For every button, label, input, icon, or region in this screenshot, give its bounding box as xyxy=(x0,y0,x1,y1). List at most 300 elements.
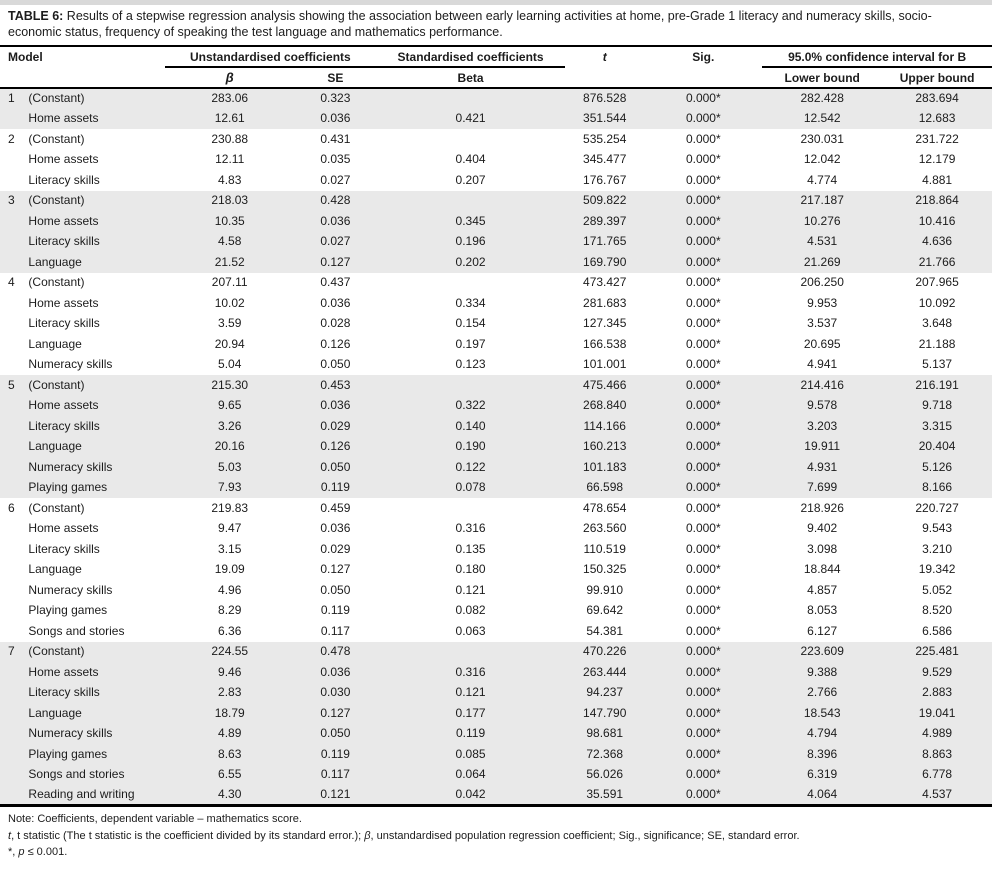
b-value: 6.36 xyxy=(218,623,242,638)
predictor-label: Numeracy skills xyxy=(28,582,113,597)
upper-bound-value: 12.179 xyxy=(918,152,956,167)
t-value: 473.427 xyxy=(583,275,627,290)
std-beta-value: 0.177 xyxy=(455,705,486,720)
model-number xyxy=(0,539,26,560)
se-value: 0.126 xyxy=(320,336,351,351)
se-value: 0.428 xyxy=(320,193,351,208)
upper-bound-value: 6.778 xyxy=(922,767,953,782)
table-row xyxy=(0,457,992,478)
b-value: 3.15 xyxy=(218,541,242,556)
upper-bound-value: 225.481 xyxy=(915,644,959,659)
se-value: 0.119 xyxy=(320,746,350,761)
sig-value: 0.000* xyxy=(685,767,721,782)
table-row xyxy=(0,109,992,130)
sig-value: 0.000* xyxy=(685,603,721,618)
std-beta-value: 0.078 xyxy=(455,480,486,495)
sig-value: 0.000* xyxy=(685,316,721,331)
se-value: 0.126 xyxy=(320,439,351,454)
sig-value: 0.000* xyxy=(685,91,721,106)
std-beta-value: 0.197 xyxy=(455,336,486,351)
table-row xyxy=(0,293,992,314)
predictor-label: Literacy skills xyxy=(28,316,100,331)
predictor-label: Reading and writing xyxy=(28,787,135,801)
sig-value: 0.000* xyxy=(685,131,721,146)
std-beta-value: 0.196 xyxy=(455,234,486,249)
footnote-text: ≤ 0.001. xyxy=(24,846,68,858)
table-row xyxy=(0,539,992,560)
b-value: 19.09 xyxy=(214,562,245,577)
se-value: 0.027 xyxy=(320,234,351,249)
predictor-label: Home assets xyxy=(28,295,99,310)
b-value: 4.30 xyxy=(218,787,242,801)
se-value: 0.127 xyxy=(320,705,351,720)
std-beta-value: 0.140 xyxy=(455,418,486,433)
footnote-text: Note: Coefficients, dependent variable – mathematics score. xyxy=(8,813,302,825)
table-caption xyxy=(8,9,984,40)
predictor-label: Language xyxy=(28,336,82,351)
predictor-label: (Constant) xyxy=(28,377,85,392)
sig-value: 0.000* xyxy=(685,439,721,454)
b-value: 215.30 xyxy=(211,377,249,392)
lower-bound-value: 4.064 xyxy=(807,787,838,801)
upper-bound-value: 216.191 xyxy=(915,377,959,392)
table-caption-block xyxy=(0,5,992,47)
table-row xyxy=(0,642,992,663)
b-value: 6.55 xyxy=(218,767,242,782)
t-value: 268.840 xyxy=(583,398,627,413)
upper-bound-value: 283.694 xyxy=(915,91,959,106)
std-beta-value: 0.190 xyxy=(455,439,486,454)
col-header-confidence-interval-group: 95.0% confidence interval for B xyxy=(762,47,992,67)
table-row xyxy=(0,724,992,745)
t-value: 72.368 xyxy=(586,746,624,761)
se-value: 0.121 xyxy=(320,787,351,801)
footnote-text: p xyxy=(18,846,25,858)
sig-value: 0.000* xyxy=(685,213,721,228)
b-value: 8.63 xyxy=(218,746,242,761)
b-value: 4.96 xyxy=(218,582,242,597)
b-value: 20.16 xyxy=(214,439,245,454)
std-beta-value: 0.202 xyxy=(455,254,486,269)
header-row-groups xyxy=(0,47,992,67)
upper-bound-value: 5.137 xyxy=(922,357,953,372)
t-value: 289.397 xyxy=(583,213,627,228)
model-number xyxy=(0,478,26,499)
t-value: 35.591 xyxy=(586,787,624,801)
t-value: 171.765 xyxy=(583,234,627,249)
upper-bound-value: 21.188 xyxy=(918,336,956,351)
t-value: 176.767 xyxy=(583,172,627,187)
se-value: 0.030 xyxy=(320,685,351,700)
table-row xyxy=(0,560,992,581)
col-header-upper-bound: Upper bound xyxy=(899,71,975,85)
lower-bound-value: 214.416 xyxy=(800,377,844,392)
col-header-unstandardised-group: Unstandardised coefficients xyxy=(165,47,376,67)
b-value: 8.29 xyxy=(218,603,242,618)
table-body xyxy=(0,88,992,806)
t-value: 147.790 xyxy=(583,705,627,720)
upper-bound-value: 19.342 xyxy=(918,562,956,577)
std-beta-value: 0.042 xyxy=(455,787,486,801)
sig-value: 0.000* xyxy=(685,193,721,208)
lower-bound-value: 2.766 xyxy=(807,685,838,700)
model-number xyxy=(0,334,26,355)
lower-bound-value: 3.537 xyxy=(807,316,838,331)
lower-bound-value: 8.396 xyxy=(807,746,838,761)
t-value: 470.226 xyxy=(583,644,627,659)
t-value: 94.237 xyxy=(586,685,624,700)
footnote-text: , t statistic (The t statistic is the coefficient divided by its standard error.); xyxy=(11,829,365,842)
model-number xyxy=(0,560,26,581)
std-beta-value: 0.135 xyxy=(455,541,486,556)
upper-bound-value: 4.989 xyxy=(922,726,953,741)
upper-bound-value: 19.041 xyxy=(918,705,956,720)
t-value: 876.528 xyxy=(583,91,627,106)
col-header-beta-symbol: β xyxy=(225,70,234,85)
table-footnotes xyxy=(0,807,992,860)
lower-bound-value: 230.031 xyxy=(800,131,844,146)
se-value: 0.027 xyxy=(320,172,351,187)
col-header-sig: Sig. xyxy=(692,50,715,64)
b-value: 4.83 xyxy=(218,172,242,187)
sig-value: 0.000* xyxy=(685,664,721,679)
sig-value: 0.000* xyxy=(685,705,721,720)
upper-bound-value: 207.965 xyxy=(915,275,959,290)
b-value: 9.46 xyxy=(218,664,242,679)
model-number xyxy=(0,170,26,191)
sig-value: 0.000* xyxy=(685,152,721,167)
col-header-model: Model xyxy=(8,50,43,64)
sig-value: 0.000* xyxy=(685,480,721,495)
se-value: 0.127 xyxy=(320,562,351,577)
std-beta-value: 0.121 xyxy=(455,582,486,597)
b-value: 283.06 xyxy=(211,91,249,106)
se-value: 0.050 xyxy=(320,582,351,597)
col-header-t: t xyxy=(602,50,607,64)
upper-bound-value: 2.883 xyxy=(922,685,953,700)
sig-value: 0.000* xyxy=(685,521,721,536)
t-value: 101.183 xyxy=(583,459,627,474)
predictor-label: Language xyxy=(28,439,82,454)
model-number xyxy=(0,293,26,314)
sig-value: 0.000* xyxy=(685,582,721,597)
predictor-label: Home assets xyxy=(28,398,99,413)
b-value: 218.03 xyxy=(211,193,249,208)
model-number xyxy=(0,662,26,683)
sig-value: 0.000* xyxy=(685,500,721,515)
predictor-label: Language xyxy=(28,562,82,577)
sig-value: 0.000* xyxy=(685,541,721,556)
model-number xyxy=(0,785,26,806)
predictor-label: Home assets xyxy=(28,213,99,228)
se-value: 0.028 xyxy=(320,316,351,331)
regression-results-table xyxy=(0,47,992,807)
std-beta-value xyxy=(376,498,565,519)
sig-value: 0.000* xyxy=(685,787,721,801)
model-number xyxy=(0,765,26,786)
se-value: 0.036 xyxy=(320,295,351,310)
se-value: 0.029 xyxy=(320,418,351,433)
std-beta-value: 0.180 xyxy=(455,562,486,577)
t-value: 114.166 xyxy=(583,418,626,433)
std-beta-value: 0.123 xyxy=(455,357,486,372)
upper-bound-value: 8.520 xyxy=(922,603,953,618)
upper-bound-value: 10.092 xyxy=(918,295,956,310)
t-value: 281.683 xyxy=(583,295,627,310)
lower-bound-value: 19.911 xyxy=(804,439,841,454)
table-row xyxy=(0,498,992,519)
predictor-label: Literacy skills xyxy=(28,234,100,249)
std-beta-value: 0.334 xyxy=(455,295,486,310)
lower-bound-value: 4.531 xyxy=(807,234,838,249)
t-value: 535.254 xyxy=(583,131,627,146)
lower-bound-value: 218.926 xyxy=(800,500,844,515)
model-number: 3 xyxy=(8,193,15,208)
std-beta-value: 0.207 xyxy=(455,172,486,187)
b-value: 12.61 xyxy=(214,111,245,126)
std-beta-value: 0.421 xyxy=(455,111,486,126)
se-value: 0.035 xyxy=(320,152,351,167)
se-value: 0.453 xyxy=(320,377,351,392)
t-value: 69.642 xyxy=(586,603,624,618)
t-value: 169.790 xyxy=(583,254,627,269)
predictor-label: Playing games xyxy=(28,480,108,495)
table-row xyxy=(0,88,992,109)
footnote xyxy=(8,845,984,860)
upper-bound-value: 10.416 xyxy=(918,213,956,228)
table-row xyxy=(0,621,992,642)
table-row xyxy=(0,519,992,540)
b-value: 207.11 xyxy=(211,275,248,290)
std-beta-value xyxy=(376,191,565,212)
std-beta-value: 0.316 xyxy=(455,664,486,679)
se-value: 0.050 xyxy=(320,357,351,372)
model-number: 5 xyxy=(8,377,15,392)
table-caption-text: Results of a stepwise regression analysis showing the association between early learning activities at home, pre-Grade 1 literacy and numeracy skills, socio-economic status, frequency of speaking the test language and mathematics performance. xyxy=(8,9,932,39)
upper-bound-value: 9.718 xyxy=(922,398,953,413)
b-value: 3.26 xyxy=(218,418,242,433)
model-number: 2 xyxy=(8,131,15,146)
upper-bound-value: 5.126 xyxy=(922,459,953,474)
std-beta-value xyxy=(376,88,565,109)
lower-bound-value: 10.276 xyxy=(803,213,841,228)
upper-bound-value: 5.052 xyxy=(922,582,953,597)
model-number xyxy=(0,519,26,540)
b-value: 10.35 xyxy=(214,213,245,228)
footnote-text: t xyxy=(8,829,12,842)
t-value: 101.001 xyxy=(583,357,627,372)
std-beta-value: 0.064 xyxy=(455,767,486,782)
b-value: 18.79 xyxy=(214,705,245,720)
table-row xyxy=(0,601,992,622)
se-value: 0.437 xyxy=(320,275,351,290)
upper-bound-value: 8.166 xyxy=(922,480,953,495)
predictor-label: Language xyxy=(28,705,82,720)
b-value: 7.93 xyxy=(218,480,242,495)
sig-value: 0.000* xyxy=(685,623,721,638)
sig-value: 0.000* xyxy=(685,746,721,761)
t-value: 166.538 xyxy=(583,336,627,351)
sig-value: 0.000* xyxy=(685,275,721,290)
predictor-label: Songs and stories xyxy=(28,767,125,782)
lower-bound-value: 12.042 xyxy=(803,152,841,167)
predictor-label: Home assets xyxy=(28,664,99,679)
t-value: 351.544 xyxy=(583,111,627,126)
upper-bound-value: 231.722 xyxy=(915,131,959,146)
predictor-label: Literacy skills xyxy=(28,172,100,187)
upper-bound-value: 4.881 xyxy=(922,172,953,187)
table-row xyxy=(0,232,992,253)
model-number xyxy=(0,744,26,765)
std-beta-value xyxy=(376,375,565,396)
t-value: 509.822 xyxy=(583,193,627,208)
table-row xyxy=(0,170,992,191)
lower-bound-value: 6.127 xyxy=(807,623,838,638)
lower-bound-value: 18.543 xyxy=(803,705,841,720)
table-row xyxy=(0,662,992,683)
predictor-label: Literacy skills xyxy=(28,418,100,433)
t-value: 99.910 xyxy=(586,582,624,597)
sig-value: 0.000* xyxy=(685,685,721,700)
t-value: 345.477 xyxy=(583,152,627,167)
predictor-label: Language xyxy=(28,254,82,269)
lower-bound-value: 3.203 xyxy=(807,418,838,433)
sig-value: 0.000* xyxy=(685,377,721,392)
predictor-label: (Constant) xyxy=(28,500,85,515)
sig-value: 0.000* xyxy=(685,562,721,577)
model-number xyxy=(0,457,26,478)
model-number: 7 xyxy=(8,644,15,659)
model-number xyxy=(0,724,26,745)
lower-bound-value: 4.857 xyxy=(807,582,838,597)
sig-value: 0.000* xyxy=(685,459,721,474)
table-row xyxy=(0,580,992,601)
se-value: 0.431 xyxy=(320,131,351,146)
predictor-label: (Constant) xyxy=(28,644,85,659)
upper-bound-value: 9.529 xyxy=(922,664,953,679)
b-value: 2.83 xyxy=(218,685,242,700)
lower-bound-value: 21.269 xyxy=(803,254,841,269)
upper-bound-value: 218.864 xyxy=(915,193,959,208)
model-number xyxy=(0,211,26,232)
table-row xyxy=(0,334,992,355)
upper-bound-value: 3.315 xyxy=(922,418,953,433)
sig-value: 0.000* xyxy=(685,254,721,269)
sig-value: 0.000* xyxy=(685,644,721,659)
t-value: 263.444 xyxy=(583,664,627,679)
predictor-label: Literacy skills xyxy=(28,685,100,700)
b-value: 5.04 xyxy=(218,357,242,372)
sig-value: 0.000* xyxy=(685,726,721,741)
upper-bound-value: 3.210 xyxy=(922,541,953,556)
predictor-label: Playing games xyxy=(28,746,108,761)
model-number xyxy=(0,683,26,704)
std-beta-value: 0.085 xyxy=(455,746,486,761)
table-row xyxy=(0,314,992,335)
model-number xyxy=(0,621,26,642)
model-number xyxy=(0,601,26,622)
table-row xyxy=(0,252,992,273)
table-row xyxy=(0,744,992,765)
table-row xyxy=(0,129,992,150)
lower-bound-value: 3.098 xyxy=(807,541,838,556)
t-value: 263.560 xyxy=(583,521,627,536)
table-row xyxy=(0,211,992,232)
lower-bound-value: 9.578 xyxy=(807,398,838,413)
footnote xyxy=(8,829,984,844)
lower-bound-value: 12.542 xyxy=(803,111,841,126)
table-row xyxy=(0,703,992,724)
se-value: 0.050 xyxy=(320,726,351,741)
sig-value: 0.000* xyxy=(685,172,721,187)
footnote xyxy=(8,812,984,827)
lower-bound-value: 4.774 xyxy=(807,172,838,187)
b-value: 12.11 xyxy=(215,152,245,167)
table-row xyxy=(0,396,992,417)
se-value: 0.036 xyxy=(320,664,351,679)
table-row xyxy=(0,437,992,458)
lower-bound-value: 20.695 xyxy=(803,336,841,351)
model-number xyxy=(0,314,26,335)
std-beta-value: 0.119 xyxy=(455,726,486,741)
t-value: 160.213 xyxy=(583,439,627,454)
col-header-lower-bound: Lower bound xyxy=(784,71,860,85)
predictor-label: Songs and stories xyxy=(28,623,125,638)
upper-bound-value: 9.543 xyxy=(922,521,953,536)
lower-bound-value: 4.941 xyxy=(807,357,838,372)
table-row xyxy=(0,191,992,212)
predictor-label: (Constant) xyxy=(28,91,85,106)
b-value: 21.52 xyxy=(214,254,245,269)
se-value: 0.459 xyxy=(320,500,351,515)
se-value: 0.323 xyxy=(320,91,351,106)
lower-bound-value: 4.794 xyxy=(807,726,838,741)
model-number: 1 xyxy=(8,91,15,106)
std-beta-value: 0.345 xyxy=(455,213,486,228)
lower-bound-value: 9.388 xyxy=(807,664,838,679)
se-value: 0.050 xyxy=(320,459,351,474)
col-header-se: SE xyxy=(327,71,344,85)
t-value: 98.681 xyxy=(586,726,624,741)
upper-bound-value: 4.537 xyxy=(922,787,953,801)
t-value: 478.654 xyxy=(583,500,627,515)
lower-bound-value: 4.931 xyxy=(807,459,838,474)
se-value: 0.036 xyxy=(320,398,351,413)
table-number-label: TABLE 6: xyxy=(8,9,64,23)
se-value: 0.127 xyxy=(320,254,351,269)
lower-bound-value: 282.428 xyxy=(800,91,844,106)
upper-bound-value: 4.636 xyxy=(922,234,953,249)
predictor-label: Numeracy skills xyxy=(28,357,113,372)
t-value: 150.325 xyxy=(583,562,627,577)
sig-value: 0.000* xyxy=(685,418,721,433)
b-value: 9.47 xyxy=(218,521,242,536)
model-number xyxy=(0,703,26,724)
footnote-text: β xyxy=(364,829,371,842)
lower-bound-value: 9.953 xyxy=(807,295,838,310)
se-value: 0.036 xyxy=(320,111,351,126)
upper-bound-value: 220.727 xyxy=(915,500,959,515)
model-number xyxy=(0,150,26,171)
upper-bound-value: 12.683 xyxy=(918,111,956,126)
lower-bound-value: 223.609 xyxy=(800,644,844,659)
table-row xyxy=(0,273,992,294)
sig-value: 0.000* xyxy=(685,111,721,126)
predictor-label: Home assets xyxy=(28,152,99,167)
table-header xyxy=(0,47,992,88)
std-beta-value: 0.063 xyxy=(455,623,486,638)
se-value: 0.029 xyxy=(320,541,351,556)
